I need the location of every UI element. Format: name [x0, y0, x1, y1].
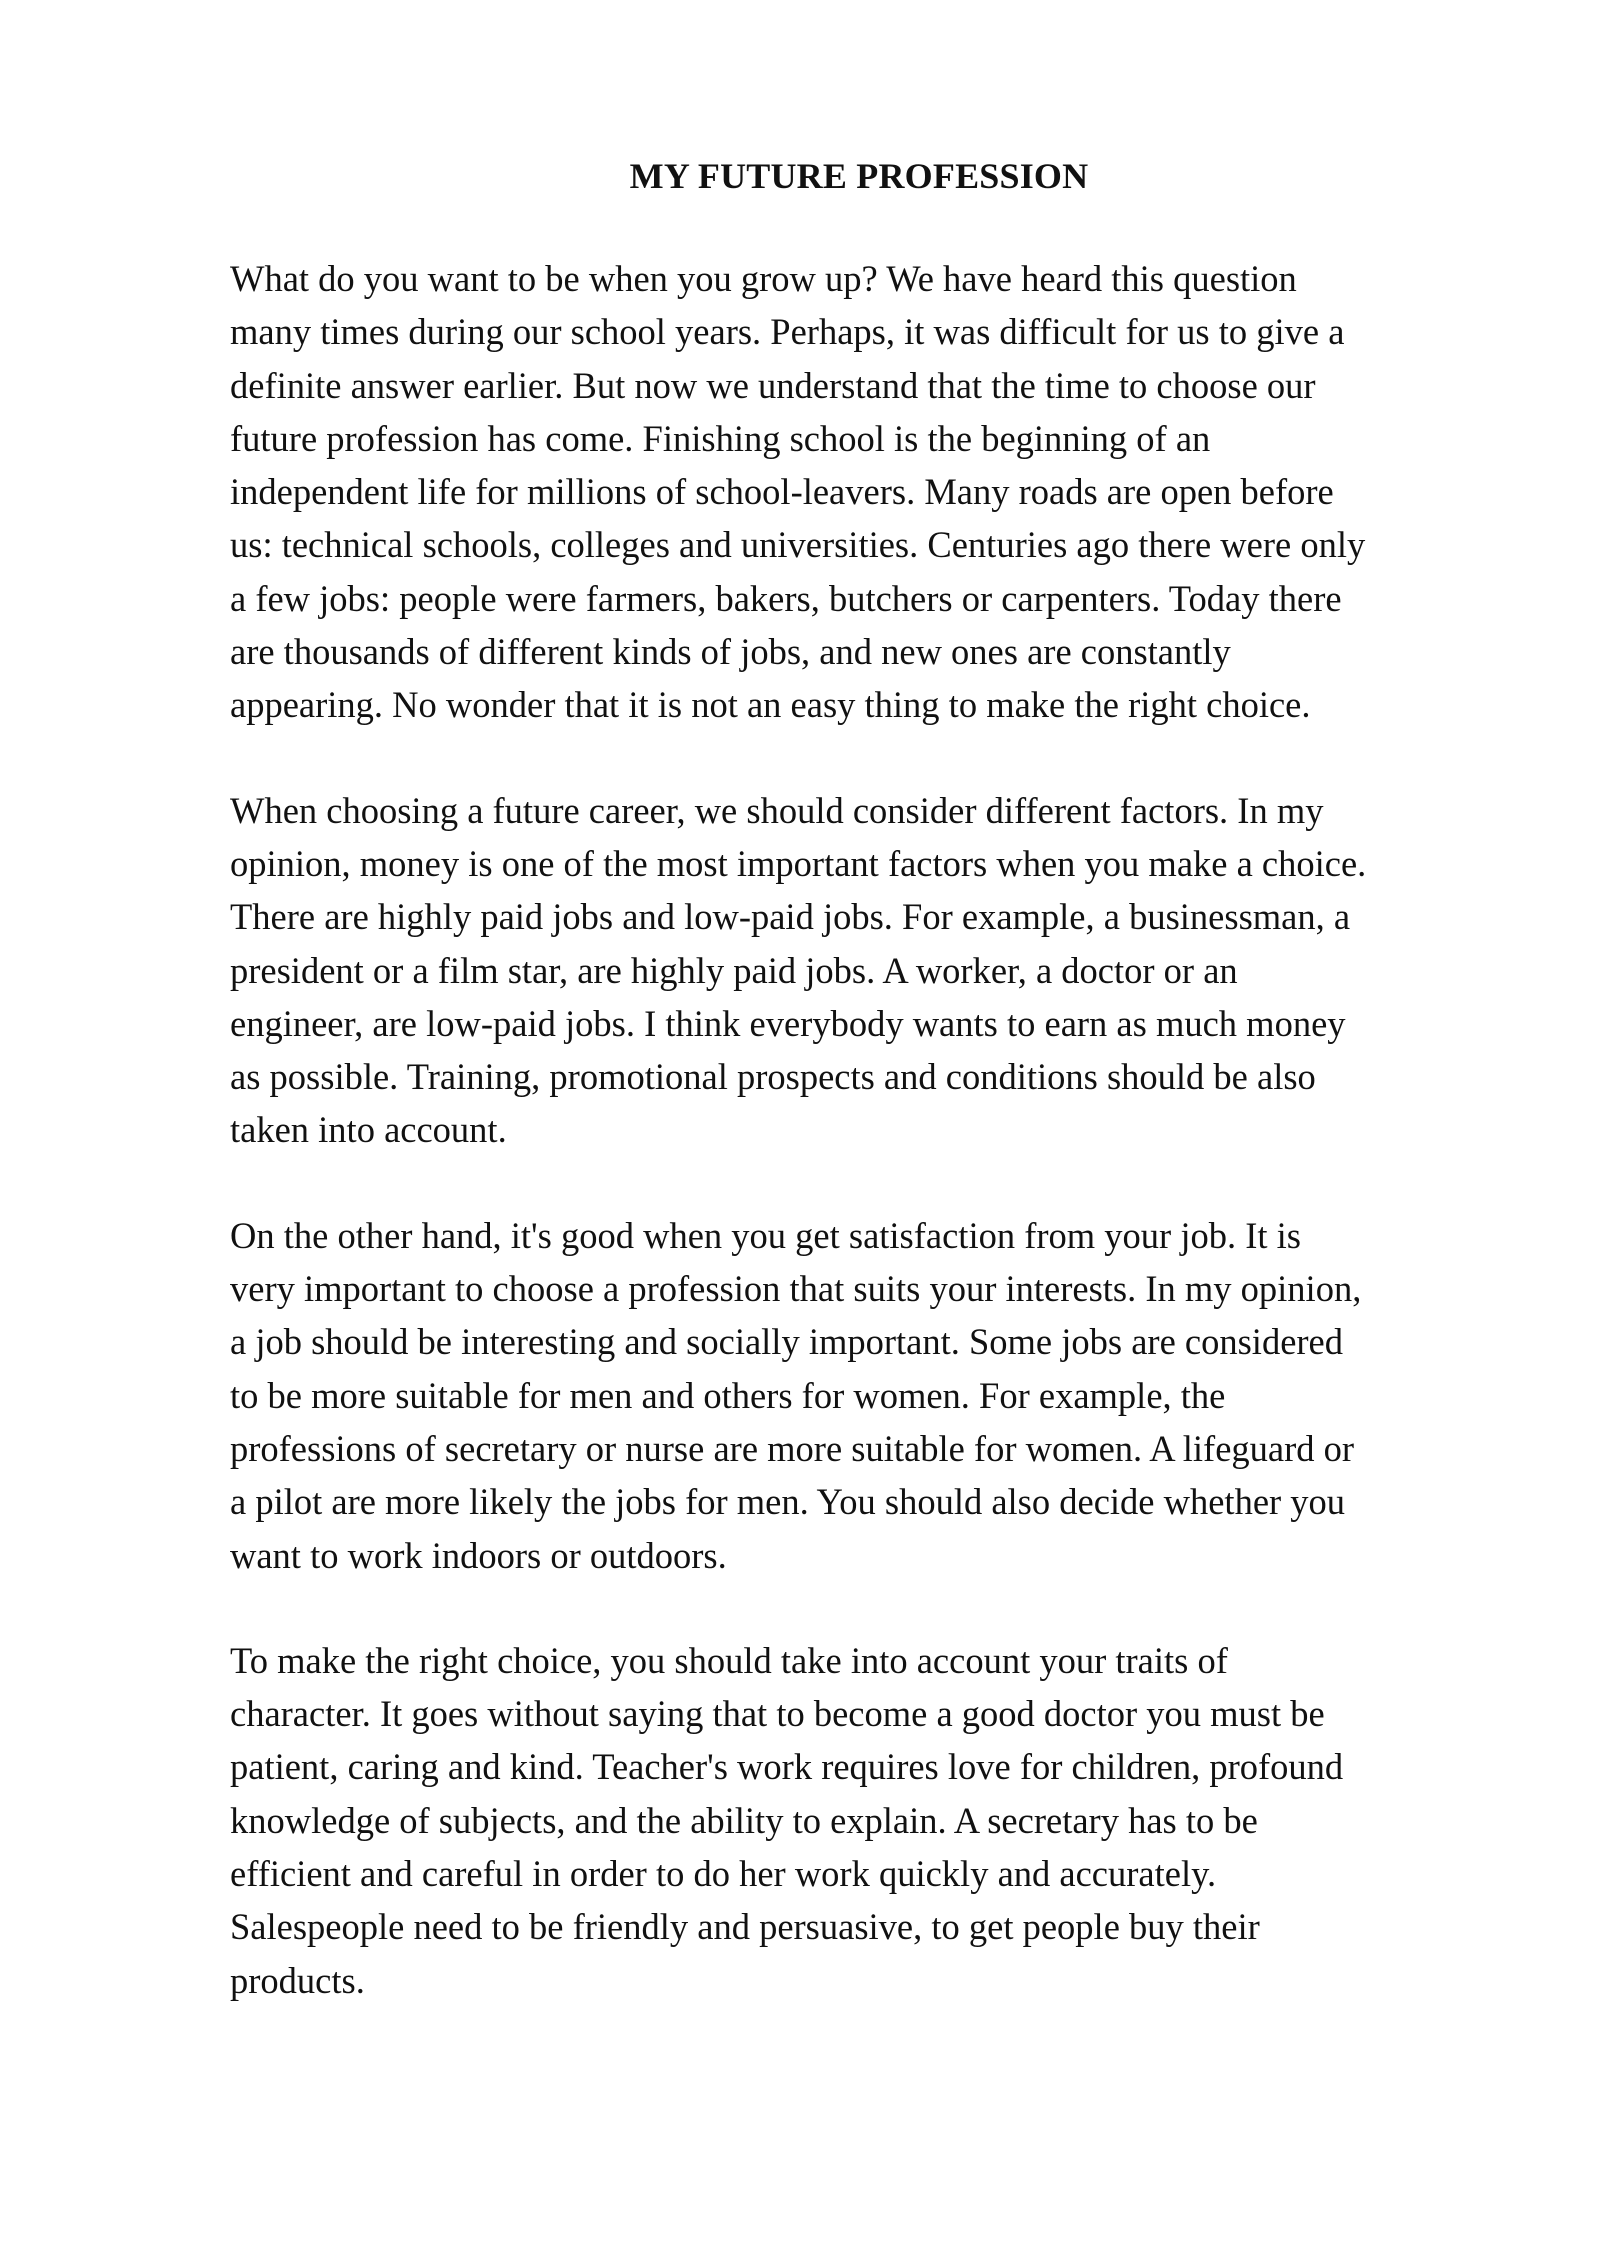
- paragraph-4: To make the right choice, you should take into account your traits of character. It goes without saying that to become a good doctor you must be patient, caring and kind. Teacher's work requires love for children, profound knowledge of subjects, and the ability to explain. A secretary has to be efficient and careful in order to do her work quickly and accurately. Salespeople need to be friendly and persuasive, to get people buy their products.: [230, 1639, 1344, 2001]
- paragraph-3: On the other hand, it's good when you get satisfaction from your job. It is very important to choose a profession that suits your interests. In my opinion, a job should be interesting and socially important. Some jobs are considered to be more suitable for men and others for women. For example, the professions of secretary or nurse are more suitable for women. A lifeguard or a pilot are more likely the jobs for men. You should also decide whether you want to work indoors or outdoors.: [230, 1214, 1362, 1576]
- paragraph-1: What do you want to be when you grow up? We have heard this question many times during our school years. Perhaps, it was difficult for us to give a definite answer earlier. But now we understand that the time to choose our future profession has come. Finishing school is the beginning of an independent life for millions of school-leavers. Many roads are open before us: technical schools, colleges and universities. Centuries ago there were only a few jobs: people were farmers, bakers, butchers or carpenters. Today there are thousands of different kinds of jobs, and new ones are constantly appearing. No wonder that it is not an easy thing to make the right choice.: [230, 258, 1366, 726]
- document-body: [230, 252, 1488, 2007]
- document-title: MY FUTURE PROFESSION: [629, 156, 1089, 196]
- paragraph-2: When choosing a future career, we should consider different factors. In my opinion, money is one of the most important factors when you make a choice. There are highly paid jobs and low-paid jobs. For example, a businessman, a president or a film star, are highly paid jobs. A worker, a doctor or an engineer, are low-paid jobs. I think everybody wants to earn as much money as possible. Training, promotional prospects and conditions should be also taken into account.: [230, 789, 1367, 1151]
